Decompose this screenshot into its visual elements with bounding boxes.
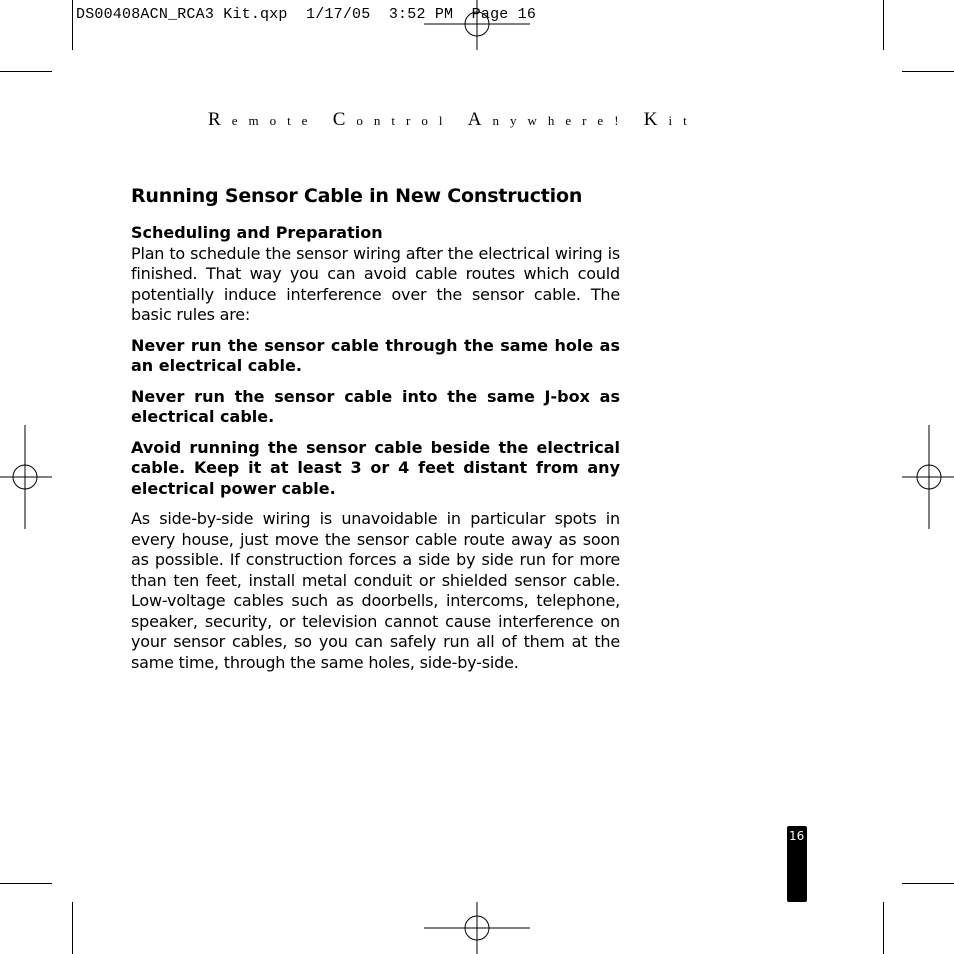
running-head-word: Anywhere! bbox=[467, 109, 630, 130]
running-head-word: Control bbox=[332, 109, 454, 130]
registration-mark-left-icon bbox=[0, 425, 52, 529]
section-title: Running Sensor Cable in New Construction bbox=[131, 185, 583, 207]
crop-mark-top-right-h bbox=[902, 71, 954, 72]
crop-mark-top-left-h bbox=[0, 71, 52, 72]
crop-mark-bottom-right-h bbox=[902, 883, 954, 884]
rule-paragraph: Never run the sensor cable into the same J-box as electrical cable. bbox=[131, 386, 620, 426]
print-slug-line: DS00408ACN_RCA3 Kit.qxp 1/17/05 3:52 PM Page 16 bbox=[76, 6, 537, 23]
closing-paragraph: As side-by-side wiring is unavoidable in particular spots in every house, just move the sensor cable route away as soon as possible. If construction forces a side by side run for more than ten feet, install metal conduit or shielded sensor cable. Low-voltage cables such as doorbells, intercoms, telephone, speaker, security, or television cannot cause interference on your sensor cables, so you can safely run all of them at the same time, through the same holes, side-by-side. bbox=[131, 509, 620, 672]
running-head-word: Kit bbox=[643, 109, 698, 130]
registration-mark-top-icon bbox=[424, 0, 530, 52]
rule-paragraph: Avoid running the sensor cable beside the electrical cable. Keep it at least 3 or 4 feet distant from any electrical power cable. bbox=[131, 437, 620, 498]
subsection-title: Scheduling and Preparation bbox=[131, 223, 383, 242]
running-head-word: Remote bbox=[208, 109, 319, 130]
page-content bbox=[131, 184, 620, 683]
running-head bbox=[208, 109, 698, 131]
registration-mark-bottom-icon bbox=[424, 902, 530, 954]
crop-mark-top-left-v bbox=[72, 0, 73, 50]
page-number: 16 bbox=[789, 829, 805, 843]
crop-mark-top-right-v bbox=[883, 0, 884, 50]
registration-mark-right-icon bbox=[902, 425, 954, 529]
intro-paragraph: Plan to schedule the sensor wiring after the electrical wiring is finished. That way you can avoid cable routes which could potentially induce interference over the sensor cable. The basic rules are: bbox=[131, 243, 620, 324]
rule-paragraph: Never run the sensor cable through the same hole as an electrical cable. bbox=[131, 335, 620, 375]
crop-mark-bottom-left-v bbox=[72, 902, 73, 954]
crop-mark-bottom-left-h bbox=[0, 883, 52, 884]
crop-mark-bottom-right-v bbox=[883, 902, 884, 954]
